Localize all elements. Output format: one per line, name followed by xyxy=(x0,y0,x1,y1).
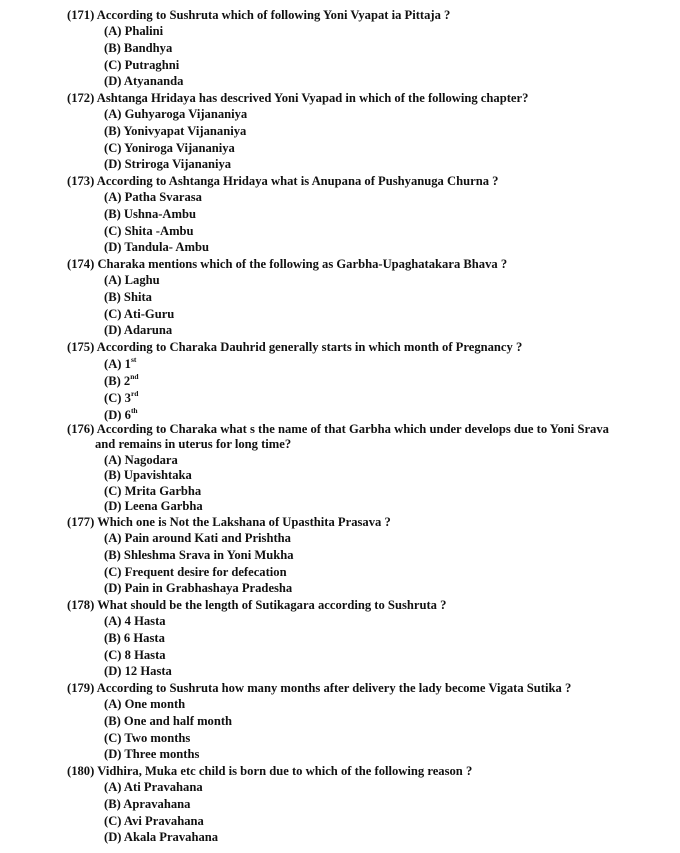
option-a[interactable]: (A) Pain around Kati and Prishtha xyxy=(104,531,291,545)
option-c[interactable]: (C) Yoniroga Vijananiya xyxy=(104,141,235,155)
option-c[interactable]: (C) 8 Hasta xyxy=(104,648,166,662)
option-d[interactable]: (D) Pain in Grabhashaya Pradesha xyxy=(104,581,293,595)
option-label: (D) 6 xyxy=(104,408,131,422)
option-d[interactable]: (D) Atyananda xyxy=(104,74,184,88)
option-b[interactable]: (B) 6 Hasta xyxy=(104,631,165,645)
question-stem xyxy=(67,173,498,189)
option-b[interactable] xyxy=(104,373,139,389)
option-d[interactable]: (D) Tandula- Ambu xyxy=(104,240,209,254)
option-d[interactable]: (D) Akala Pravahana xyxy=(104,830,219,844)
option-b[interactable]: (B) Ushna-Ambu xyxy=(104,207,197,221)
option-a[interactable]: (A) 4 Hasta xyxy=(104,614,166,628)
question-number: (171) xyxy=(67,8,95,22)
question-text: According to Sushruta how many months after delivery the lady become Vigata Sutika ? xyxy=(96,681,572,695)
option-d[interactable]: (D) Striroga Vijananiya xyxy=(104,157,232,171)
question-text: Which one is Not the Lakshana of Upasthita Prasava ? xyxy=(97,515,391,529)
question-text: According to Charaka what s the name of that Garbha which under develops due to Yoni Srava xyxy=(96,422,609,436)
option-c[interactable]: (C) Shita -Ambu xyxy=(104,224,194,238)
question-stem xyxy=(67,680,571,696)
question-text-continued: and remains in uterus for long time? xyxy=(95,437,292,451)
question-text: Charaka mentions which of the following as Garbha-Upaghatakara Bhava ? xyxy=(97,257,508,271)
option-c[interactable]: (C) Two months xyxy=(104,731,191,745)
question-number: (172) xyxy=(67,91,95,105)
question-stem xyxy=(67,597,446,613)
question-number: (174) xyxy=(67,257,95,271)
question-number: (175) xyxy=(67,340,95,354)
option-label: (B) 2 xyxy=(104,374,131,388)
option-c[interactable]: (C) Putraghni xyxy=(104,58,180,72)
option-a[interactable]: (A) Patha Svarasa xyxy=(104,190,202,204)
ordinal-suffix: st xyxy=(130,354,137,364)
question-stem xyxy=(67,90,528,106)
question-number: (178) xyxy=(67,598,95,612)
option-b[interactable]: (B) Apravahana xyxy=(104,797,191,811)
question-number: (177) xyxy=(67,515,95,529)
option-a[interactable]: (A) Nagodara xyxy=(104,453,178,467)
question-text: What should be the length of Sutikagara according to Sushruta ? xyxy=(97,598,447,612)
option-c[interactable] xyxy=(104,390,138,406)
question-number: (180) xyxy=(67,764,95,778)
question-stem xyxy=(67,256,507,272)
question-stem xyxy=(67,763,472,779)
question-text: Ashtanga Hridaya has descrived Yoni Vyapad in which of the following chapter? xyxy=(96,91,529,105)
option-d[interactable]: (D) 12 Hasta xyxy=(104,664,172,678)
option-a[interactable]: (A) One month xyxy=(104,697,186,711)
option-b[interactable]: (B) Shleshma Srava in Yoni Mukha xyxy=(104,548,294,562)
option-label: (A) 1 xyxy=(104,357,131,371)
option-a[interactable]: (A) Guhyaroga Vijananiya xyxy=(104,107,248,121)
question-stem xyxy=(67,514,391,530)
option-a[interactable] xyxy=(104,356,136,372)
option-d[interactable]: (D) Adaruna xyxy=(104,323,173,337)
question-stem xyxy=(67,421,609,437)
option-d[interactable]: (D) Leena Garbha xyxy=(104,499,203,513)
question-number: (179) xyxy=(67,681,95,695)
question-text: According to Sushruta which of following Yoni Vyapat ia Pittaja ? xyxy=(96,8,451,22)
question-number: (173) xyxy=(67,174,95,188)
option-b[interactable]: (B) Yonivyapat Vijananiya xyxy=(104,124,247,138)
option-a[interactable]: (A) Ati Pravahana xyxy=(104,780,203,794)
question-text: According to Ashtanga Hridaya what is Anupana of Pushyanuga Churna ? xyxy=(96,174,499,188)
ordinal-suffix: nd xyxy=(130,371,139,381)
option-c[interactable]: (C) Frequent desire for defecation xyxy=(104,565,287,579)
option-c[interactable]: (C) Avi Pravahana xyxy=(104,814,204,828)
question-stem xyxy=(67,339,522,355)
ordinal-suffix: rd xyxy=(130,388,139,398)
option-b[interactable]: (B) Upavishtaka xyxy=(104,468,192,482)
option-label: (C) 3 xyxy=(104,391,131,405)
option-b[interactable]: (B) One and half month xyxy=(104,714,233,728)
option-b[interactable]: (B) Shita xyxy=(104,290,152,304)
ordinal-suffix: th xyxy=(130,405,138,415)
question-text: Vidhira, Muka etc child is born due to which of the following reason ? xyxy=(97,764,473,778)
option-b[interactable]: (B) Bandhya xyxy=(104,41,173,55)
question-stem xyxy=(67,7,450,23)
option-c[interactable]: (C) Mrita Garbha xyxy=(104,484,202,498)
option-a[interactable]: (A) Laghu xyxy=(104,273,160,287)
option-c[interactable]: (C) Ati-Guru xyxy=(104,307,175,321)
option-a[interactable]: (A) Phalini xyxy=(104,24,164,38)
option-d[interactable]: (D) Three months xyxy=(104,747,200,761)
question-number: (176) xyxy=(67,422,95,436)
question-text: According to Charaka Dauhrid generally starts in which month of Pregnancy ? xyxy=(96,340,523,354)
